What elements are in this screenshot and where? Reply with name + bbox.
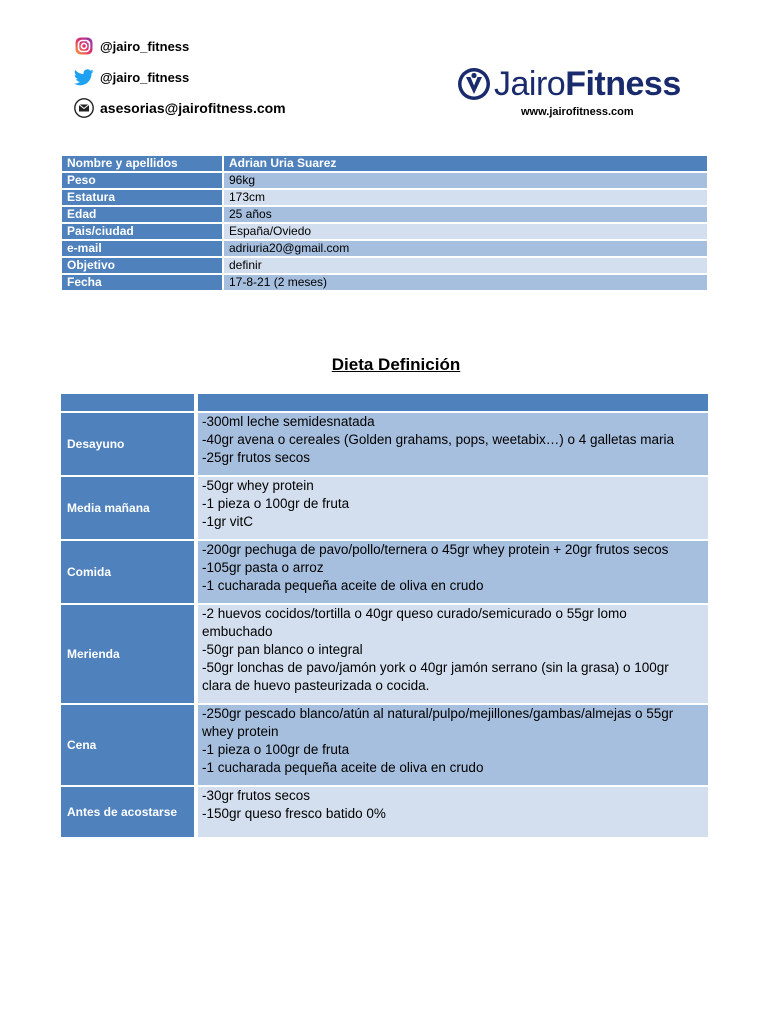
info-label: Fecha (62, 275, 222, 290)
meal-foods (198, 477, 708, 539)
meal-foods (198, 787, 708, 837)
client-info-row (62, 224, 707, 239)
food-line: -250gr pescado blanco/atún al natural/pulpo/mejillones/gambas/almejas o 55gr whey protein (202, 706, 674, 739)
meal-row-desayuno (61, 413, 708, 475)
meal-foods (198, 413, 708, 475)
food-line: -1 cucharada pequeña aceite de oliva en crudo (202, 760, 484, 775)
info-label: e-mail (62, 241, 222, 256)
meal-name: Media mañana (61, 477, 194, 539)
info-value: 173cm (224, 190, 707, 205)
logo-mark-icon (457, 67, 491, 101)
logo-wordmark (494, 64, 681, 104)
meal-foods (198, 541, 708, 603)
twitter-contact (74, 67, 189, 87)
diet-header-food-cell (198, 394, 708, 411)
client-info-row (62, 207, 707, 222)
client-info-row (62, 241, 707, 256)
diet-header-meal-cell (61, 394, 194, 411)
instagram-contact (74, 36, 189, 56)
food-line: -1gr vitC (202, 514, 254, 529)
food-line: -300ml leche semidesnatada (202, 414, 375, 429)
food-line: -1 cucharada pequeña aceite de oliva en crudo (202, 578, 484, 593)
info-label: Estatura (62, 190, 222, 205)
meal-row-cena (61, 705, 708, 785)
info-label: Peso (62, 173, 222, 188)
info-value: adriuria20@gmail.com (224, 241, 707, 256)
client-info-row (62, 173, 707, 188)
meal-row-comida (61, 541, 708, 603)
email-address[interactable]: asesorias@jairofitness.com (100, 100, 286, 116)
food-line: -50gr pan blanco o integral (202, 642, 363, 657)
food-line: -1 pieza o 100gr de fruta (202, 742, 350, 757)
info-label: Objetivo (62, 258, 222, 273)
info-value: España/Oviedo (224, 224, 707, 239)
meal-name: Merienda (61, 605, 194, 703)
client-info-row (62, 275, 707, 290)
meal-row-antes-de-acostarse (61, 787, 708, 837)
info-value: 96kg (224, 173, 707, 188)
food-line: -25gr frutos secos (202, 450, 311, 465)
instagram-handle[interactable]: @jairo_fitness (100, 38, 190, 54)
meal-name: Comida (61, 541, 194, 603)
website-url[interactable]: www.jairofitness.com (521, 106, 634, 118)
food-line: -150gr queso fresco batido 0% (202, 806, 386, 821)
diet-table (61, 394, 708, 839)
info-label: Edad (62, 207, 222, 222)
diet-title: Dieta Definición (331, 355, 461, 374)
food-line: -40gr avena o cereales (Golden grahams, pops, weetabix…) o 4 galletas maria (202, 432, 674, 447)
food-line: -30gr frutos secos (202, 788, 311, 803)
client-info-table (62, 154, 707, 292)
client-info-header-row (62, 156, 707, 171)
diet-header-row (61, 394, 708, 411)
info-value: 25 años (224, 207, 707, 222)
meal-name: Antes de acostarse (61, 787, 194, 837)
food-line: -50gr whey protein (202, 478, 314, 493)
client-info-row (62, 190, 707, 205)
meal-name: Cena (61, 705, 194, 785)
envelope-icon (74, 98, 94, 118)
logo-name-light: Jairo (494, 65, 566, 103)
meal-foods (198, 705, 708, 785)
info-label: Pais/ciudad (62, 224, 222, 239)
client-name-value: Adrian Uria Suarez (224, 156, 707, 171)
jairo-fitness-logo (457, 64, 709, 124)
twitter-handle[interactable]: @jairo_fitness (100, 69, 190, 85)
info-value: 17-8-21 (2 meses) (224, 275, 707, 290)
food-line: -2 huevos cocidos/tortilla o 40gr queso curado/semicurado o 55gr lomo embuchado (202, 606, 627, 639)
food-line: -50gr lonchas de pavo/jamón york o 40gr jamón serrano (sin la grasa) o 100gr clara de huevo pasteurizada o cocida. (202, 660, 669, 693)
meal-foods (198, 605, 708, 703)
food-line: -200gr pechuga de pavo/pollo/ternera o 45gr whey protein + 20gr frutos secos (202, 542, 669, 557)
twitter-icon (74, 67, 94, 87)
info-value: definir (224, 258, 707, 273)
meal-name: Desayuno (61, 413, 194, 475)
logo-name-bold: Fitness (565, 65, 681, 103)
meal-row-media-manana (61, 477, 708, 539)
client-name-label: Nombre y apellidos (62, 156, 222, 171)
food-line: -105gr pasta o arroz (202, 560, 324, 575)
meal-row-merienda (61, 605, 708, 703)
food-line: -1 pieza o 100gr de fruta (202, 496, 350, 511)
instagram-icon (74, 36, 94, 56)
client-info-row (62, 258, 707, 273)
email-contact (74, 98, 286, 118)
